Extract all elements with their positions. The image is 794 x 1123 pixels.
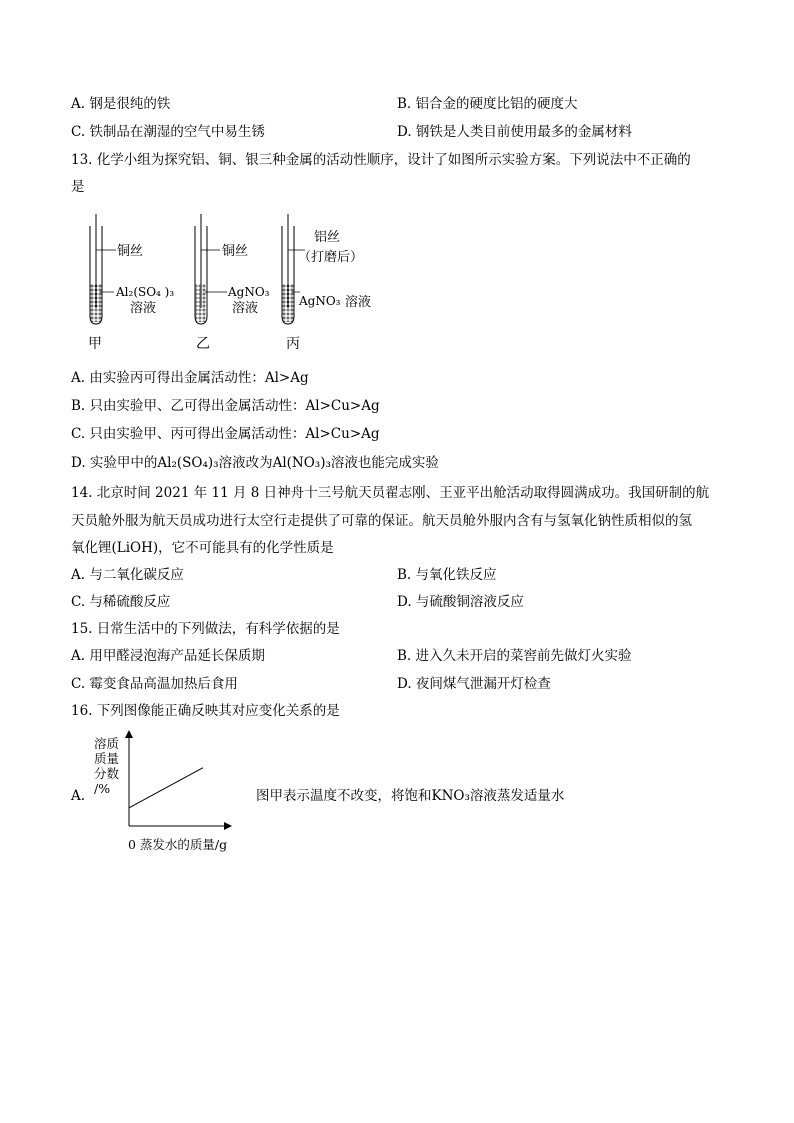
tube-jia-wire-label: 铜丝	[117, 244, 144, 259]
q12-option-c: C. 铁制品在潮湿的空气中易生锈	[71, 124, 265, 140]
q15-stem: 15. 日常生活中的下列做法，有科学依据的是	[71, 621, 340, 637]
chart-series-line	[130, 768, 204, 808]
chart-y-axis-label-line: /%	[94, 781, 111, 796]
q16-option-a-text: 图甲表示温度不改变，将饱和KNO₃溶液蒸发适量水	[256, 788, 565, 804]
tube-bing-wire-label: 铝丝	[314, 230, 341, 245]
q14-option-a: A. 与二氧化碳反应	[71, 567, 184, 583]
solution-jia	[91, 284, 102, 322]
q12-option-a: A. 钢是很纯的铁	[71, 96, 171, 112]
q14-option-d: D. 与硫酸铜溶液反应	[397, 594, 524, 610]
q13-option-d: D. 实验甲中的Al₂(SO₄)₃溶液改为Al(NO₃)₃溶液也能完成实验	[71, 455, 439, 471]
tube-yi-solution-formula: AgNO₃	[228, 285, 270, 299]
chart-y-axis-label-line: 分数	[94, 766, 120, 781]
tube-yi-solution-word: 溶液	[232, 301, 259, 316]
solution-yi	[196, 284, 207, 322]
chart-x-axis-label: 0 蒸发水的质量/g	[128, 837, 228, 852]
test-tube-bing	[282, 214, 371, 352]
test-tube-yi	[195, 214, 270, 352]
q14-stem-line2: 天员舱外服为航天员成功进行太空行走提供了可靠的保证。航天员舱外服内含有与氢氧化钠性质相似的氢	[71, 513, 692, 529]
solution-bing	[283, 284, 294, 322]
tube-yi-caption: 乙	[196, 336, 210, 352]
q16-stem: 16. 下列图像能正确反映其对应变化关系的是	[71, 703, 340, 719]
q12-option-b: B. 铝合金的硬度比铝的硬度大	[397, 96, 578, 112]
tube-jia-solution-word: 溶液	[130, 301, 157, 316]
q13-test-tube-figure	[70, 208, 410, 358]
tube-bing-wire-note: （打磨后）	[298, 250, 364, 265]
chart-y-axis-label-line: 溶质	[94, 736, 120, 751]
chart-y-axis-label-line: 质量	[94, 751, 120, 766]
q14-stem-line3: 氧化锂(LiOH)，它不可能具有的化学性质是	[71, 540, 334, 556]
tube-bing-solution-formula: AgNO₃	[299, 294, 341, 308]
q12-option-d: D. 钢铁是人类目前使用最多的金属材料	[397, 124, 632, 140]
q16-option-a-chart	[88, 728, 248, 858]
q13-option-a: A. 由实验丙可得出金属活动性：Al>Ag	[71, 370, 309, 386]
tube-yi-wire-label: 铜丝	[222, 244, 249, 259]
q16-option-a-letter: A.	[71, 788, 86, 804]
q15-option-c: C. 霉变食品高温加热后食用	[71, 676, 238, 692]
chart-y-axis-label	[94, 736, 120, 796]
q13-option-c: C. 只由实验甲、丙可得出金属活动性：Al>Cu>Ag	[71, 426, 380, 442]
q14-stem-line1: 14. 北京时间 2021 年 11 月 8 日神舟十三号航天员翟志刚、王亚平出舱活动取得圆满成功。我国研制的航	[71, 485, 710, 501]
test-tube-jia	[88, 214, 174, 352]
q13-stem-line2: 是	[71, 179, 85, 195]
q14-option-c: C. 与稀硫酸反应	[71, 594, 171, 610]
q13-option-b: B. 只由实验甲、乙可得出金属活动性：Al>Cu>Ag	[71, 398, 380, 414]
q15-option-d: D. 夜间煤气泄漏开灯检查	[397, 676, 551, 692]
tube-bing-solution-word: 溶液	[345, 295, 372, 310]
q14-option-b: B. 与氧化铁反应	[397, 567, 497, 583]
tube-jia-solution-formula: Al₂(SO₄ )₃	[116, 285, 175, 299]
tube-bing-caption: 丙	[286, 336, 300, 352]
q13-stem-line1: 13. 化学小组为探究铝、铜、银三种金属的活动性顺序，设计了如图所示实验方案。下列说法中不正确的	[71, 152, 691, 168]
q15-option-a: A. 用甲醛浸泡海产品延长保质期	[71, 648, 265, 664]
tube-jia-caption: 甲	[88, 336, 102, 352]
q15-option-b: B. 进入久未开启的菜窖前先做灯火实验	[397, 648, 632, 664]
